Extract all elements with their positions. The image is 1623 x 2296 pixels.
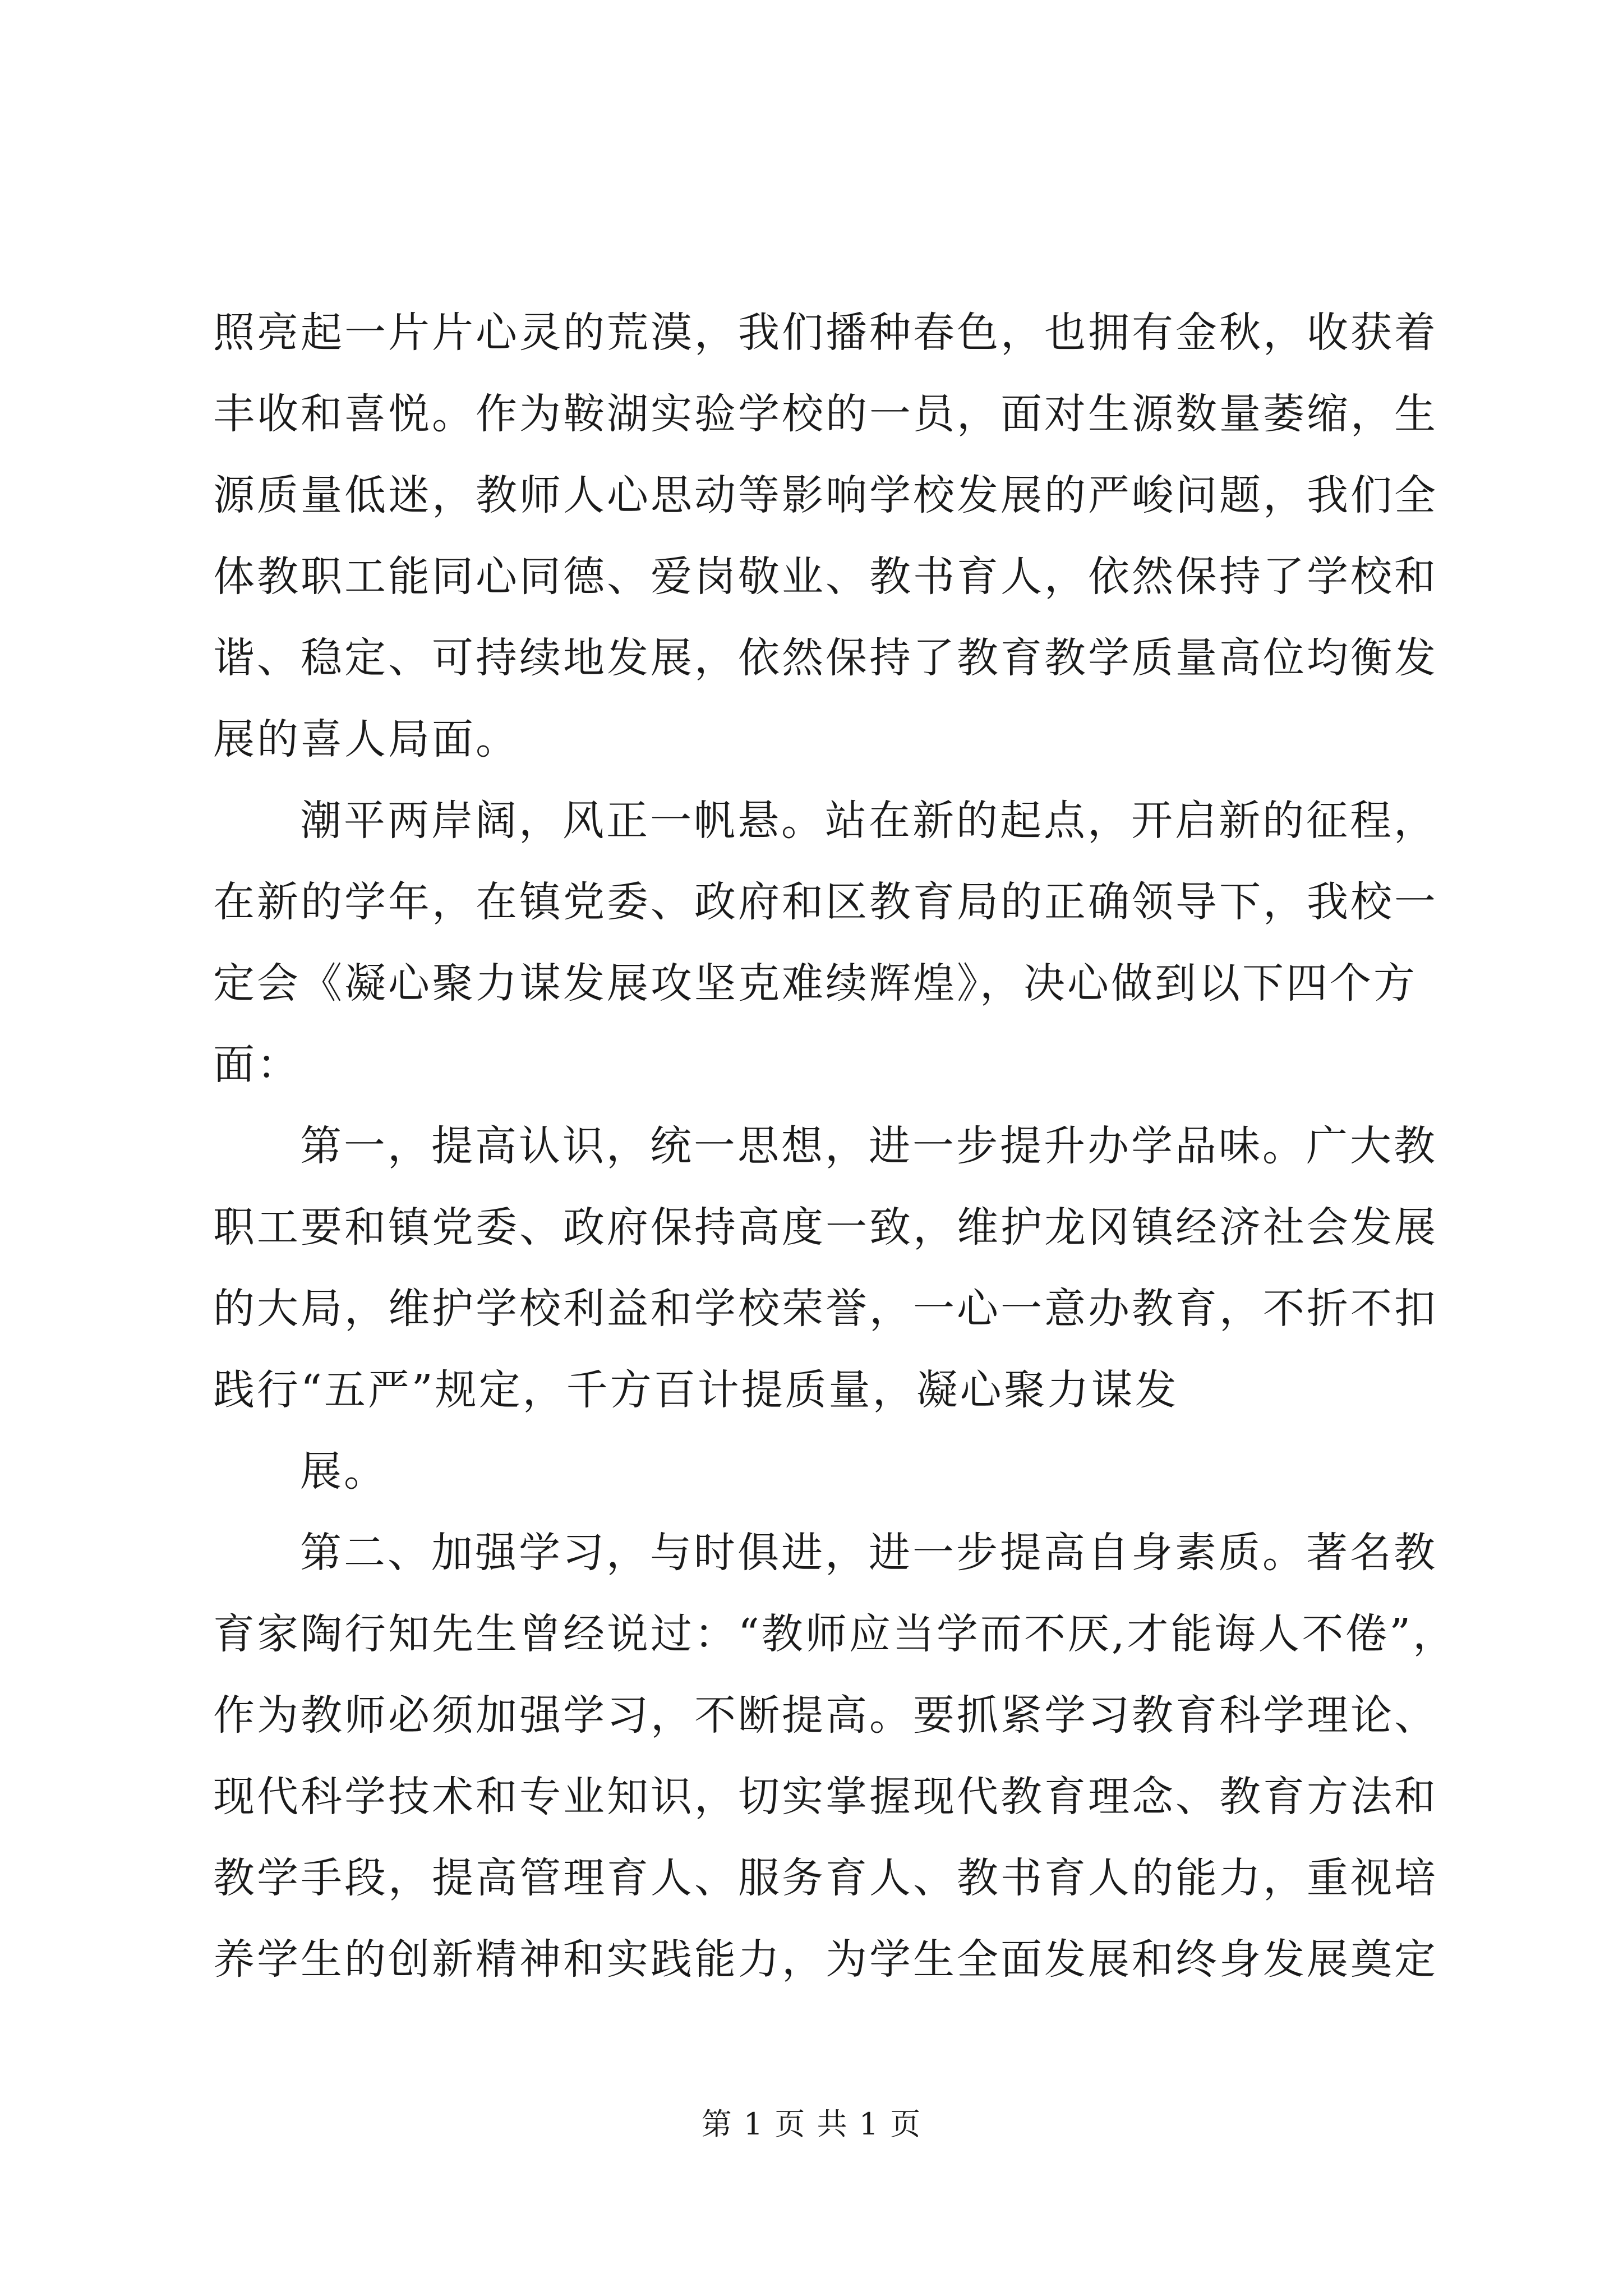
text-line: 第一，提高认识，统一思想，进一步提升办学品味。广大教 bbox=[300, 1122, 1437, 1170]
text-line: 源质量低迷，教师人心思动等影响学校发展的严峻问题，我们全 bbox=[213, 471, 1438, 519]
text-line: 展。 bbox=[300, 1447, 388, 1496]
text-line: 在新的学年，在镇党委、政府和区教育局的正确领导下，我校一 bbox=[213, 878, 1438, 926]
text-line: 作为教师必须加强学习，不断提高。要抓紧学习教育科学理论、 bbox=[213, 1691, 1438, 1740]
text-line: 教学手段，提高管理育人、服务育人、教书育人的能力，重视培 bbox=[213, 1854, 1438, 1902]
text-line: 照亮起一片片心灵的荒漠，我们播种春色，也拥有金秋，收获着 bbox=[213, 309, 1438, 357]
text-line: 的大局，维护学校利益和学校荣誉，一心一意办教育，不折不扣 bbox=[213, 1285, 1438, 1333]
text-line: 潮平两岸阔，风正一帆悬。站在新的起点，开启新的征程， bbox=[300, 797, 1437, 845]
text-line: 谐、稳定、可持续地发展，依然保持了教育教学质量高位均衡发 bbox=[213, 634, 1438, 682]
text-line: 养学生的创新精神和实践能力，为学生全面发展和终身发展奠定 bbox=[213, 1935, 1438, 1984]
text-line: 体教职工能同心同德、爱岗敬业、教书育人，依然保持了学校和 bbox=[213, 553, 1438, 601]
text-line: 面： bbox=[213, 1041, 301, 1089]
text-line: 丰收和喜悦。作为鞍湖实验学校的一员，面对生源数量萎缩，生 bbox=[213, 390, 1438, 438]
text-line: 现代科学技术和专业知识，切实掌握现代教育理念、教育方法和 bbox=[213, 1773, 1438, 1821]
text-line: 定会《凝心聚力谋发展攻坚克难续辉煌》，决心做到以下四个方 bbox=[213, 959, 1417, 1007]
text-line: 展的喜人局面。 bbox=[213, 715, 519, 763]
page-footer: 第 1 页 共 1 页 bbox=[701, 2106, 922, 2142]
text-line: 第二、加强学习，与时俱进，进一步提高自身素质。著名教 bbox=[300, 1529, 1437, 1577]
text-line: 育家陶行知先生曾经说过：“教师应当学而不厌,才能诲人不倦”， bbox=[213, 1610, 1457, 1658]
text-line: 职工要和镇党委、政府保持高度一致，维护龙冈镇经济社会发展 bbox=[213, 1203, 1438, 1251]
text-line: 践行“五严”规定，千方百计提质量，凝心聚力谋发 bbox=[213, 1366, 1179, 1414]
